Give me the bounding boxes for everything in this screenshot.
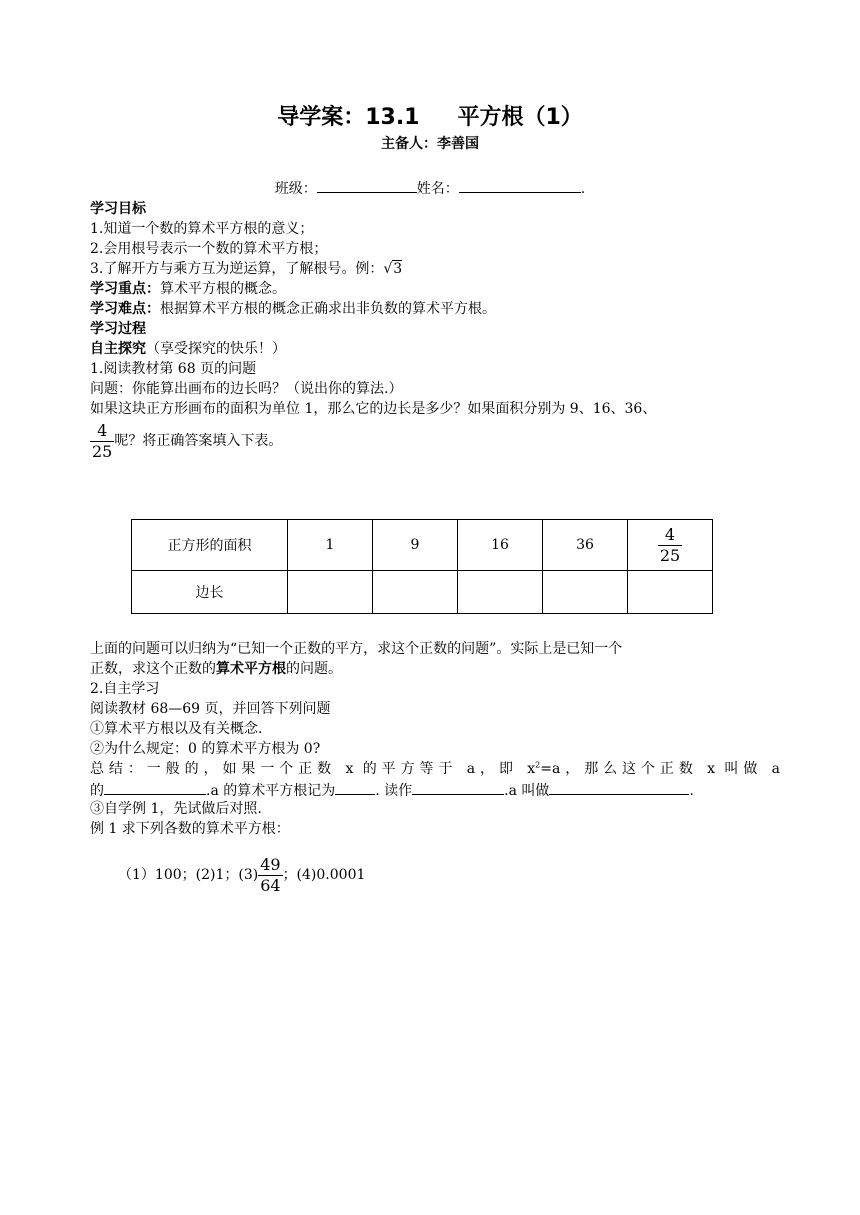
key-point-text: 算术平方根的概念。 [160,281,286,297]
blank-term[interactable] [104,779,206,795]
key-point-label: 学习重点： [90,281,160,297]
explore-label: 自主探究 [90,341,146,357]
fraction-49-64 [258,855,282,896]
square-table [131,519,713,614]
difficulty-text: 根据算术平方根的概念正确求出非负数的算术平方根。 [160,301,496,317]
name-blank[interactable] [459,177,581,193]
example-items-a: （1）100；(2)1；(3) [118,867,259,883]
fraction-numerator: 4 [90,421,114,442]
area-label-cell: 正方形的面积 [132,520,288,571]
title-topic: 平方根（1） [457,105,583,130]
class-blank[interactable] [317,177,417,193]
area-fraction [658,525,682,566]
title-lesson: 导学案：13.1 [277,105,420,130]
blank-notation[interactable] [335,779,375,795]
objective-1: 1.知道一个数的算术平方根的意义； [90,221,314,237]
area-fraction-denominator: 25 [659,545,681,565]
area-cell: 1 [288,520,373,571]
fraction-numerator: 49 [260,854,281,874]
self-study-q3: ③自学例 1，先试做后对照. [90,801,262,817]
paragraph-1-end: 呢？将正确答案填入下表。 [114,433,283,449]
self-study-read: 阅读教材 68—69 页，并回答下列问题 [90,701,331,717]
definition-b: .a 的算术平方根记为 [206,783,336,799]
side-answer-cell[interactable] [543,571,628,614]
paragraph-1: 如果这块正方形画布的面积为单位 1，那么它的边长是多少？如果面积分别为 9、16、36、 [90,401,657,417]
objective-3-text: 3.了解开方与乘方互为逆运算，了解根号。例： [90,261,384,277]
worksheet-body [90,199,780,463]
class-name-line [0,177,860,198]
area-cell-fraction [628,520,713,571]
objective-2: 2.会用根号表示一个数的算术平方根； [90,241,328,257]
read-textbook-1: 1.阅读教材第 68 页的问题 [90,361,257,377]
page-title [0,100,860,131]
difficulty [90,299,780,319]
explore-heading [90,339,780,359]
example-items [90,853,780,897]
area-cell: 16 [458,520,543,571]
fraction-4-25 [90,421,114,462]
difficulty-label: 学习难点： [90,301,160,317]
preparer-line: 主备人：李善国 [381,136,479,152]
conclusion-line [90,759,780,779]
summary-line-1: 上面的问题可以归纳为“已知一个正数的平方，求这个正数的问题”。实际上是已知一个 [90,641,623,657]
area-fraction-numerator: 4 [658,525,682,546]
explore-note: （享受探究的快乐！） [146,341,286,357]
summary-bold-term: 算术平方根 [216,661,286,677]
superscript-2: 2 [535,760,541,770]
sqrt-radicand: 3 [393,261,403,277]
side-answer-cell[interactable] [458,571,543,614]
example-items-b: ；(4)0.0001 [282,867,366,883]
table-row-side [132,571,713,614]
process-heading: 学习过程 [90,321,146,337]
conclusion-b: =a，那么这个正数 x 叫做 a [540,761,781,777]
table-row-area [132,520,713,571]
sqrt-symbol: √3 [383,261,403,277]
objective-3 [90,259,780,279]
example-1: 例 1 求下列各数的算术平方根： [90,821,290,837]
side-answer-cell[interactable] [373,571,458,614]
definition-c: . 读作 [375,783,413,799]
question-text: 问题：你能算出画布的边长吗？（说出你的算法.） [90,381,403,397]
class-label: 班级： [274,181,317,197]
summary-line-2-b: 的问题。 [286,661,342,677]
self-study-q1: ①算术平方根以及有关概念. [90,721,263,737]
fraction-line [90,419,780,463]
definition-a: 的 [90,783,104,799]
side-label-cell: 边长 [132,571,288,614]
blank-reading[interactable] [412,779,504,795]
definition-line [90,779,780,799]
conclusion-a: 总结：一般的，如果一个正数 x 的平方等于 a，即 x [90,761,536,777]
area-cell: 36 [543,520,628,571]
worksheet-body-2 [90,639,780,897]
key-point [90,279,780,299]
blank-name[interactable] [549,779,689,795]
name-label: 姓名： [416,181,459,197]
side-answer-cell[interactable] [628,571,713,614]
objectives-heading: 学习目标 [90,201,146,217]
area-cell: 9 [373,520,458,571]
fraction-denominator: 64 [260,875,281,895]
summary-line-2 [90,659,780,679]
self-study-q2: ②为什么规定：0 的算术平方根为 0? [90,741,321,757]
definition-d: .a 叫做 [504,783,550,799]
period: . [580,181,586,197]
side-answer-cell[interactable] [288,571,373,614]
fraction-denominator: 25 [92,441,113,461]
summary-line-2-a: 正数，求这个正数的 [90,661,216,677]
definition-end: . [689,783,694,799]
self-study-heading: 2.自主学习 [90,681,160,697]
